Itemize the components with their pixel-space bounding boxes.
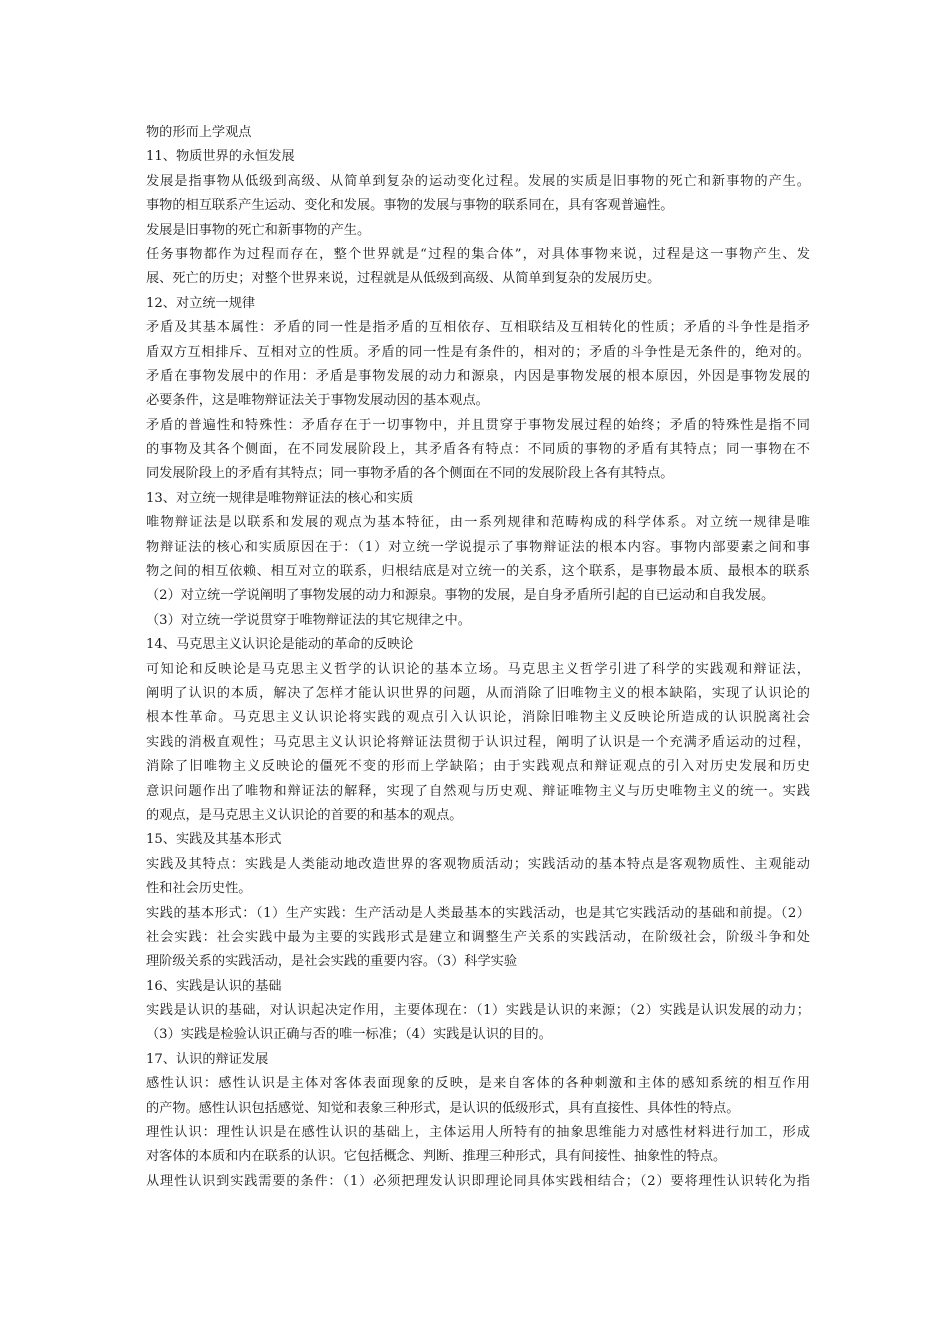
text-line: 性和社会历史性。 bbox=[146, 881, 252, 897]
text-line: 13、对立统一规律是唯物辩证法的核心和实质 bbox=[146, 490, 414, 506]
text-line: 矛盾在事物发展中的作用：矛盾是事物发展的动力和源泉，内因是事物发展的根本原因，外因是事物发展的 bbox=[146, 368, 810, 384]
text-line: 感性认识：感性认识是主体对客体表面现象的反映，是来自客体的各种刺激和主体的感知系统的相互作用 bbox=[146, 1076, 810, 1092]
text-line: 的事物及其各个侧面，在不同发展阶段上，其矛盾各有特点：不同质的事物的矛盾有其特点；同一事物在不 bbox=[146, 442, 810, 458]
document-page bbox=[146, 121, 810, 1194]
text-line: 15、实践及其基本形式 bbox=[146, 832, 282, 848]
text-line: 发展是旧事物的死亡和新事物的产生。 bbox=[146, 222, 371, 238]
text-line: 盾双方互相排斥、互相对立的性质。矛盾的同一性是有条件的，相对的；矛盾的斗争性是无条件的，绝对的。 bbox=[146, 344, 810, 360]
text-line: 矛盾及其基本属性：矛盾的同一性是指矛盾的互相依存、互相联结及互相转化的性质；矛盾的斗争性是指矛 bbox=[146, 320, 810, 336]
text-line: 的观点，是马克思主义认识论的首要的和基本的观点。 bbox=[146, 807, 463, 823]
text-line: 唯物辩证法是以联系和发展的观点为基本特征，由一系列规律和范畴构成的科学体系。对立统一规律是唯 bbox=[146, 515, 810, 531]
text-line: 实践是认识的基础，对认识起决定作用，主要体现在：（1）实践是认识的来源；（2）实践是认识发展的动力； bbox=[146, 1003, 810, 1019]
text-line: 矛盾的普遍性和特殊性：矛盾存在于一切事物中，并且贯穿于事物发展过程的始终；矛盾的特殊性是指不同 bbox=[146, 417, 810, 433]
text-line: 社会实践：社会实践中最为主要的实践形式是建立和调整生产关系的实践活动，在阶级社会，阶级斗争和处 bbox=[146, 929, 810, 945]
text-line: 事物的相互联系产生运动、变化和发展。事物的发展与事物的联系同在，具有客观普遍性。 bbox=[146, 198, 674, 214]
text-line: 展、死亡的历史；对整个世界来说，过程就是从低级到高级、从简单到复杂的发展历史。 bbox=[146, 271, 661, 287]
text-line: 对客体的本质和内在联系的认识。它包括概念、判断、推理三种形式，具有间接性、抽象性的特点。 bbox=[146, 1149, 727, 1165]
text-line: 物之间的相互依赖、相互对立的联系，归根结底是对立统一的关系，这个联系，是事物最本质、最根本的联系 bbox=[146, 564, 810, 580]
text-line: 根本性革命。马克思主义认识论将实践的观点引入认识论，消除旧唯物主义反映论所造成的认识脱离社会 bbox=[146, 710, 810, 726]
text-line: 从理性认识到实践需要的条件：（1）必须把理发认识即理论同具体实践相结合；（2）要将理性认识转化为指 bbox=[146, 1173, 810, 1189]
text-line: 物的形而上学观点 bbox=[146, 125, 252, 140]
text-line: 的产物。感性认识包括感觉、知觉和表象三种形式，是认识的低级形式，具有直接性、具体性的特点。 bbox=[146, 1100, 740, 1116]
text-line: 消除了旧唯物主义反映论的僵死不变的形而上学缺陷；由于实践观点和辩证观点的引入对历史发展和历史 bbox=[146, 759, 810, 775]
text-line: 17、认识的辩证发展 bbox=[146, 1051, 269, 1067]
text-line: 阐明了认识的本质，解决了怎样才能认识世界的问题，从而消除了旧唯物主义的根本缺陷，实现了认识论的 bbox=[146, 685, 810, 701]
text-line: 16、实践是认识的基础 bbox=[146, 978, 282, 994]
text-line: 理阶级关系的实践活动，是社会实践的重要内容。（3）科学实验 bbox=[146, 954, 518, 970]
text-line: （3）对立统一学说贯穿于唯物辩证法的其它规律之中。 bbox=[146, 612, 471, 628]
text-line: 必要条件，这是唯物辩证法关于事物发展动因的基本观点。 bbox=[146, 393, 489, 409]
text-line: 实践的消极直观性；马克思主义认识论将辩证法贯彻于认识过程，阐明了认识是一个充满矛盾运动的过程， bbox=[146, 734, 810, 750]
text-line: 发展是指事物从低级到高级、从简单到复杂的运动变化过程。发展的实质是旧事物的死亡和新事物的产生。 bbox=[146, 173, 810, 189]
text-line: 实践及其特点：实践是人类能动地改造世界的客观物质活动；实践活动的基本特点是客观物质性、主观能动 bbox=[146, 856, 810, 872]
text-line: 14、马克思主义认识论是能动的革命的反映论 bbox=[146, 637, 414, 653]
text-line: 实践的基本形式：（1）生产实践：生产活动是人类最基本的实践活动，也是其它实践活动的基础和前提。（2） bbox=[146, 905, 810, 921]
text-line: 意识问题作出了唯物和辩证法的解释，实现了自然观与历史观、辩证唯物主义与历史唯物主义的统一。实践 bbox=[146, 783, 810, 799]
text-line: 任务事物都作为过程而存在，整个世界就是“过程的集合体”，对具体事物来说，过程是这一事物产生、发 bbox=[146, 246, 810, 262]
text-line: 物辩证法的核心和实质原因在于：（1）对立统一学说提示了事物辩证法的根本内容。事物内部要素之间和事 bbox=[146, 539, 810, 555]
text-line: 同发展阶段上的矛盾有其特点；同一事物矛盾的各个侧面在不同的发展阶段上各有其特点。 bbox=[146, 466, 674, 482]
text-line: 12、对立统一规律 bbox=[146, 295, 256, 311]
text-line: （3）实践是检验认识正确与否的唯一标准；（4）实践是认识的目的。 bbox=[146, 1027, 552, 1043]
text-line: 理性认识：理性认识是在感性认识的基础上，主体运用人所特有的抽象思维能力对感性材料进行加工，形成 bbox=[146, 1125, 810, 1141]
text-line: 可知论和反映论是马克思主义哲学的认识论的基本立场。马克思主义哲学引进了科学的实践观和辩证法， bbox=[146, 661, 810, 677]
text-line: 11、物质世界的永恒发展 bbox=[146, 149, 295, 165]
text-line: （2）对立统一学说阐明了事物发展的动力和源泉。事物的发展，是自身矛盾所引起的自已运动和自我发展。 bbox=[146, 588, 775, 604]
